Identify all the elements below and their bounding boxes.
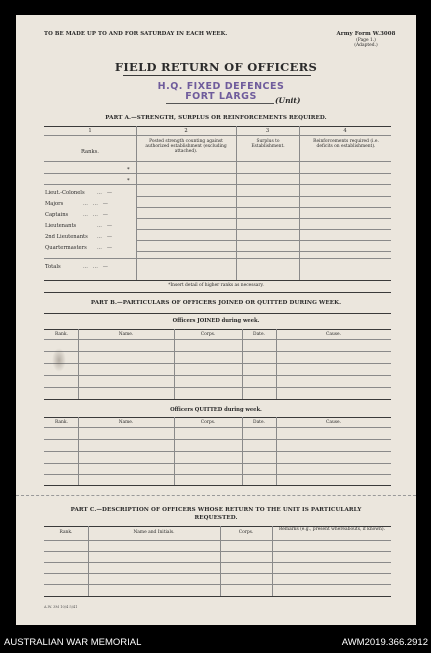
- part-c-divider-1: [88, 526, 89, 596]
- joined-row-rule-2: [44, 363, 391, 364]
- rank-dots-2: ... ... —: [83, 201, 108, 207]
- rank-dots-4: ... —: [97, 223, 113, 229]
- part-c-header-rule: [44, 540, 391, 541]
- part-c-col-corps: Corps.: [238, 530, 254, 535]
- rank-dots-1: ... —: [97, 190, 113, 196]
- part-a-row-rule-2: [44, 184, 391, 185]
- part-c-col-name: Name and Initials.: [133, 530, 175, 535]
- rank-totals: Totals: [45, 264, 61, 270]
- page-number: (Page 1.): [356, 38, 376, 43]
- posted-strength-header: Posted strength counting against authorized establishment (excluding attached).: [145, 139, 227, 154]
- part-c-divider-3: [272, 526, 273, 596]
- quitted-bottom-rule: [44, 485, 391, 486]
- rank-dots-5: ... —: [97, 234, 113, 240]
- part-a-divider-3: [299, 126, 300, 280]
- rank-majors: Majors: [45, 201, 64, 207]
- part-a-top-rule: [44, 126, 391, 127]
- joined-top-rule: [44, 329, 391, 330]
- rank-lieutenants: Lieutenants: [45, 223, 77, 229]
- part-a-cell-rule-1: [136, 196, 391, 197]
- joined-header-rule: [44, 339, 391, 340]
- perforation-line: [16, 495, 416, 496]
- part-a-cell-rule-6: [136, 251, 391, 252]
- joined-col-corps: Corps.: [200, 332, 216, 337]
- part-b-top-rule: [44, 292, 391, 293]
- quitted-row-rule-4: [44, 474, 391, 475]
- print-code: A.W. 3M 10/4 5/41: [44, 605, 78, 609]
- part-a-bottom-rule: [44, 280, 391, 281]
- quitted-col-date: Date.: [253, 420, 265, 425]
- col-number-3: 3: [265, 128, 270, 134]
- col-number-4: 4: [343, 128, 347, 134]
- part-c-bottom-rule: [44, 596, 391, 597]
- instruction-text: TO BE MADE UP TO AND FOR SATURDAY IN EACH WEEK.: [44, 31, 228, 37]
- part-a-row-rule-1: [44, 173, 391, 174]
- joined-col-cause: Cause.: [325, 332, 342, 337]
- col-number-2: 2: [184, 128, 188, 134]
- part-a-cell-rule-4: [136, 229, 391, 230]
- adapted-note: (Adapted.): [354, 43, 378, 48]
- part-a-totals-rule: [44, 258, 391, 259]
- joined-title: Officers JOINED during week.: [172, 318, 260, 324]
- joined-col-rank: Rank.: [55, 332, 68, 337]
- part-a-note: *Insert detail of higher ranks as necessary.: [168, 283, 264, 288]
- rank-dots-6: ... —: [97, 245, 113, 251]
- rank-quartermasters: Quartermasters: [45, 245, 87, 251]
- unit-stamp-line1: H.Q. FIXED DEFENCES: [157, 81, 285, 92]
- unit-stamp-line2: FORT LARGS: [185, 91, 257, 102]
- part-c-row-rule-4: [44, 584, 391, 585]
- part-a-divider-2: [236, 126, 237, 280]
- reinforcements-header: Reinforcements required (i.e. deficits on establishment).: [313, 139, 379, 149]
- quitted-col-rank: Rank.: [55, 420, 68, 425]
- part-a-divider-1: [136, 126, 137, 280]
- asterisk-row-2: *: [127, 178, 130, 184]
- part-a-number-rule: [44, 135, 391, 136]
- form-page: [16, 15, 416, 625]
- quitted-col-cause: Cause.: [325, 420, 342, 425]
- joined-col-date: Date.: [253, 332, 265, 337]
- joined-row-rule-3: [44, 375, 391, 376]
- part-b-heading: PART B.—PARTICULARS OF OFFICERS JOINED OR QUITTED DURING WEEK.: [90, 300, 342, 306]
- part-c-heading-1: PART C.—DESCRIPTION OF OFFICERS WHOSE RETURN TO THE UNIT IS PARTICULARLY: [70, 507, 362, 513]
- asterisk-row-1: *: [127, 167, 130, 173]
- part-a-cell-rule-3: [136, 218, 391, 219]
- part-c-row-rule-3: [44, 573, 391, 574]
- joined-row-rule-1: [44, 351, 391, 352]
- rank-captains: Captains: [45, 212, 69, 218]
- quitted-top-rule: [44, 417, 391, 418]
- part-a-heading: PART A.—STRENGTH, SURPLUS OR REINFORCEMENTS REQUIRED.: [105, 115, 327, 121]
- col-number-1: 1: [88, 128, 92, 134]
- surplus-header: Surplus to Establishment.: [251, 139, 285, 149]
- part-b-heading-rule: [44, 313, 391, 314]
- part-c-heading-2: REQUESTED.: [194, 515, 238, 521]
- quitted-header-rule: [44, 427, 391, 428]
- unit-line: [166, 103, 274, 104]
- unit-label: (Unit): [275, 96, 301, 105]
- part-a-cell-rule-2: [136, 207, 391, 208]
- title-underline: [123, 75, 311, 76]
- rank-lieut-colonels: Lieut.-Colonels: [45, 190, 85, 196]
- joined-bottom-rule: [44, 399, 391, 400]
- rank-dots-7: ... ... —: [83, 264, 108, 270]
- part-c-row-rule-1: [44, 551, 391, 552]
- rank-2nd-lieutenants: 2nd Lieutenants: [45, 234, 88, 240]
- quitted-row-rule-3: [44, 463, 391, 464]
- quitted-col-corps: Corps.: [200, 420, 216, 425]
- part-a-header-rule: [44, 161, 391, 162]
- form-number: Army Form W.3008: [336, 31, 396, 37]
- footer-accession-number: AWM2019.366.2912: [341, 637, 428, 648]
- part-c-row-rule-2: [44, 562, 391, 563]
- quitted-row-rule-2: [44, 451, 391, 452]
- joined-row-rule-4: [44, 387, 391, 388]
- form-title: FIELD RETURN OF OFFICERS: [114, 60, 318, 74]
- rank-dots-3: ... ... —: [83, 212, 108, 218]
- part-c-col-rank: Rank.: [59, 530, 73, 535]
- footer-institution: AUSTRALIAN WAR MEMORIAL: [4, 637, 142, 648]
- part-a-cell-rule-5: [136, 240, 391, 241]
- quitted-row-rule-1: [44, 439, 391, 440]
- part-c-col-remarks: Remarks (e.g., present whereabouts, if known).: [279, 527, 385, 532]
- quitted-col-name: Name.: [118, 420, 134, 425]
- ranks-header: Ranks.: [81, 149, 99, 155]
- part-c-divider-2: [220, 526, 221, 596]
- joined-col-name: Name.: [118, 332, 134, 337]
- quitted-title: Officers QUITTED during week.: [170, 407, 262, 413]
- ink-smudge: [52, 348, 66, 372]
